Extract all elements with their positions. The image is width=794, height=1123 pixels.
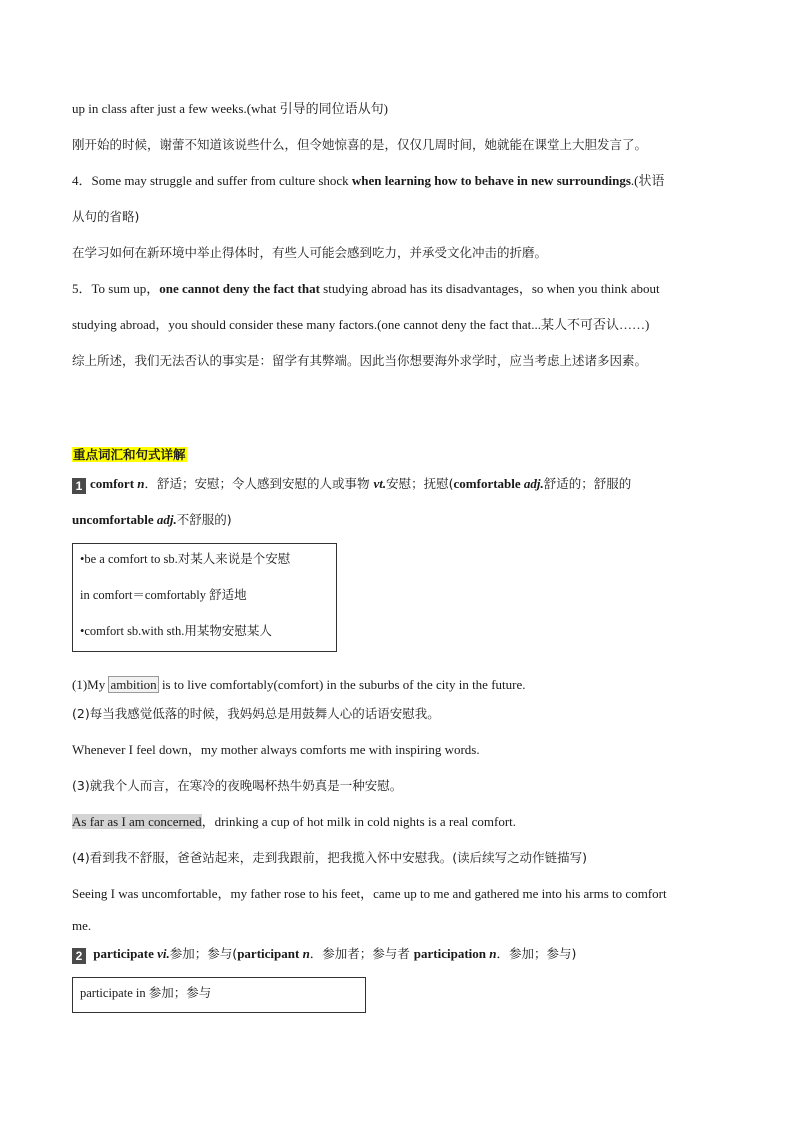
example-4: (4)看到我不舒服，爸爸站起来，走到我跟前，把我揽入怀中安慰我。(读后续写之动作链描写) [72,850,587,865]
text-line: 5．To sum up，one cannot deny the fact that studying abroad has its disadvantages，so when you think about [72,281,660,296]
example-3-en: As far as I am concerned，drinking a cup of hot milk in cold nights is a real comfort. [72,814,517,829]
item-number: 2 [72,948,86,964]
phrase-box-item: in comfort＝comfortably 舒适地 [80,588,247,602]
phrase-box [72,543,337,652]
phrase-box-item: •comfort sb.with sth.用某物安慰某人 [80,624,272,638]
item-number: 1 [72,478,86,494]
example-4-en: me. [72,918,92,933]
example-2: (2)每当我感觉低落的时候，我妈妈总是用鼓舞人心的话语安慰我。 [72,706,440,721]
example-3: (3)就我个人而言，在寒冷的夜晚喝杯热牛奶真是一种安慰。 [72,778,403,793]
text-line: 在学习如何在新环境中举止得体时，有些人可能会感到吃力，并承受文化冲击的折磨。 [72,245,548,260]
phrase-box [72,977,366,1013]
text-line: up in class after just a few weeks.(what 引导的同位语从句) [72,101,388,116]
text-line: uncomfortable adj.不舒服的) [72,512,232,527]
vocab-item-participate: 2 participate vi.参加；参与(participant n．参加者；参与者 participation n．参加；参与) [72,945,576,964]
example-4-en: Seeing I was uncomfortable，my father rose to his feet，came up to me and gathered me into his arms to comfort [72,886,667,901]
section-title: 重点词汇和句式详解 [73,447,186,462]
phrase-box-item: participate in 参加；参与 [80,986,212,1000]
vocab-item-comfort: 1 comfort n．舒适；安慰；令人感到安慰的人或事物 vt.安慰；抚慰(comfortable adj.舒适的；舒服的 [72,475,631,494]
text-line: 综上所述，我们无法否认的事实是：留学有其弊端。因此当你想要海外求学时，应当考虑上述诸多因素。 [72,353,648,368]
text-line: 从句的省略) [72,209,140,224]
text-line: 4．Some may struggle and suffer from culture shock when learning how to behave in new surroundings.(状语 [72,173,665,188]
text-line: studying abroad，you should consider these many factors.(one cannot deny the fact that...某人不可否认……) [72,317,650,332]
example-2-en: Whenever I feel down，my mother always comforts me with inspiring words. [72,742,480,757]
phrase-box-item: •be a comfort to sb.对某人来说是个安慰 [80,552,291,566]
text-line: 刚开始的时候，谢蕾不知道该说些什么，但令她惊喜的是，仅仅几周时间，她就能在课堂上大胆发言了。 [72,137,648,152]
example-1: (1)My ambition is to live comfortably(comfort) in the suburbs of the city in the future. [72,677,526,692]
